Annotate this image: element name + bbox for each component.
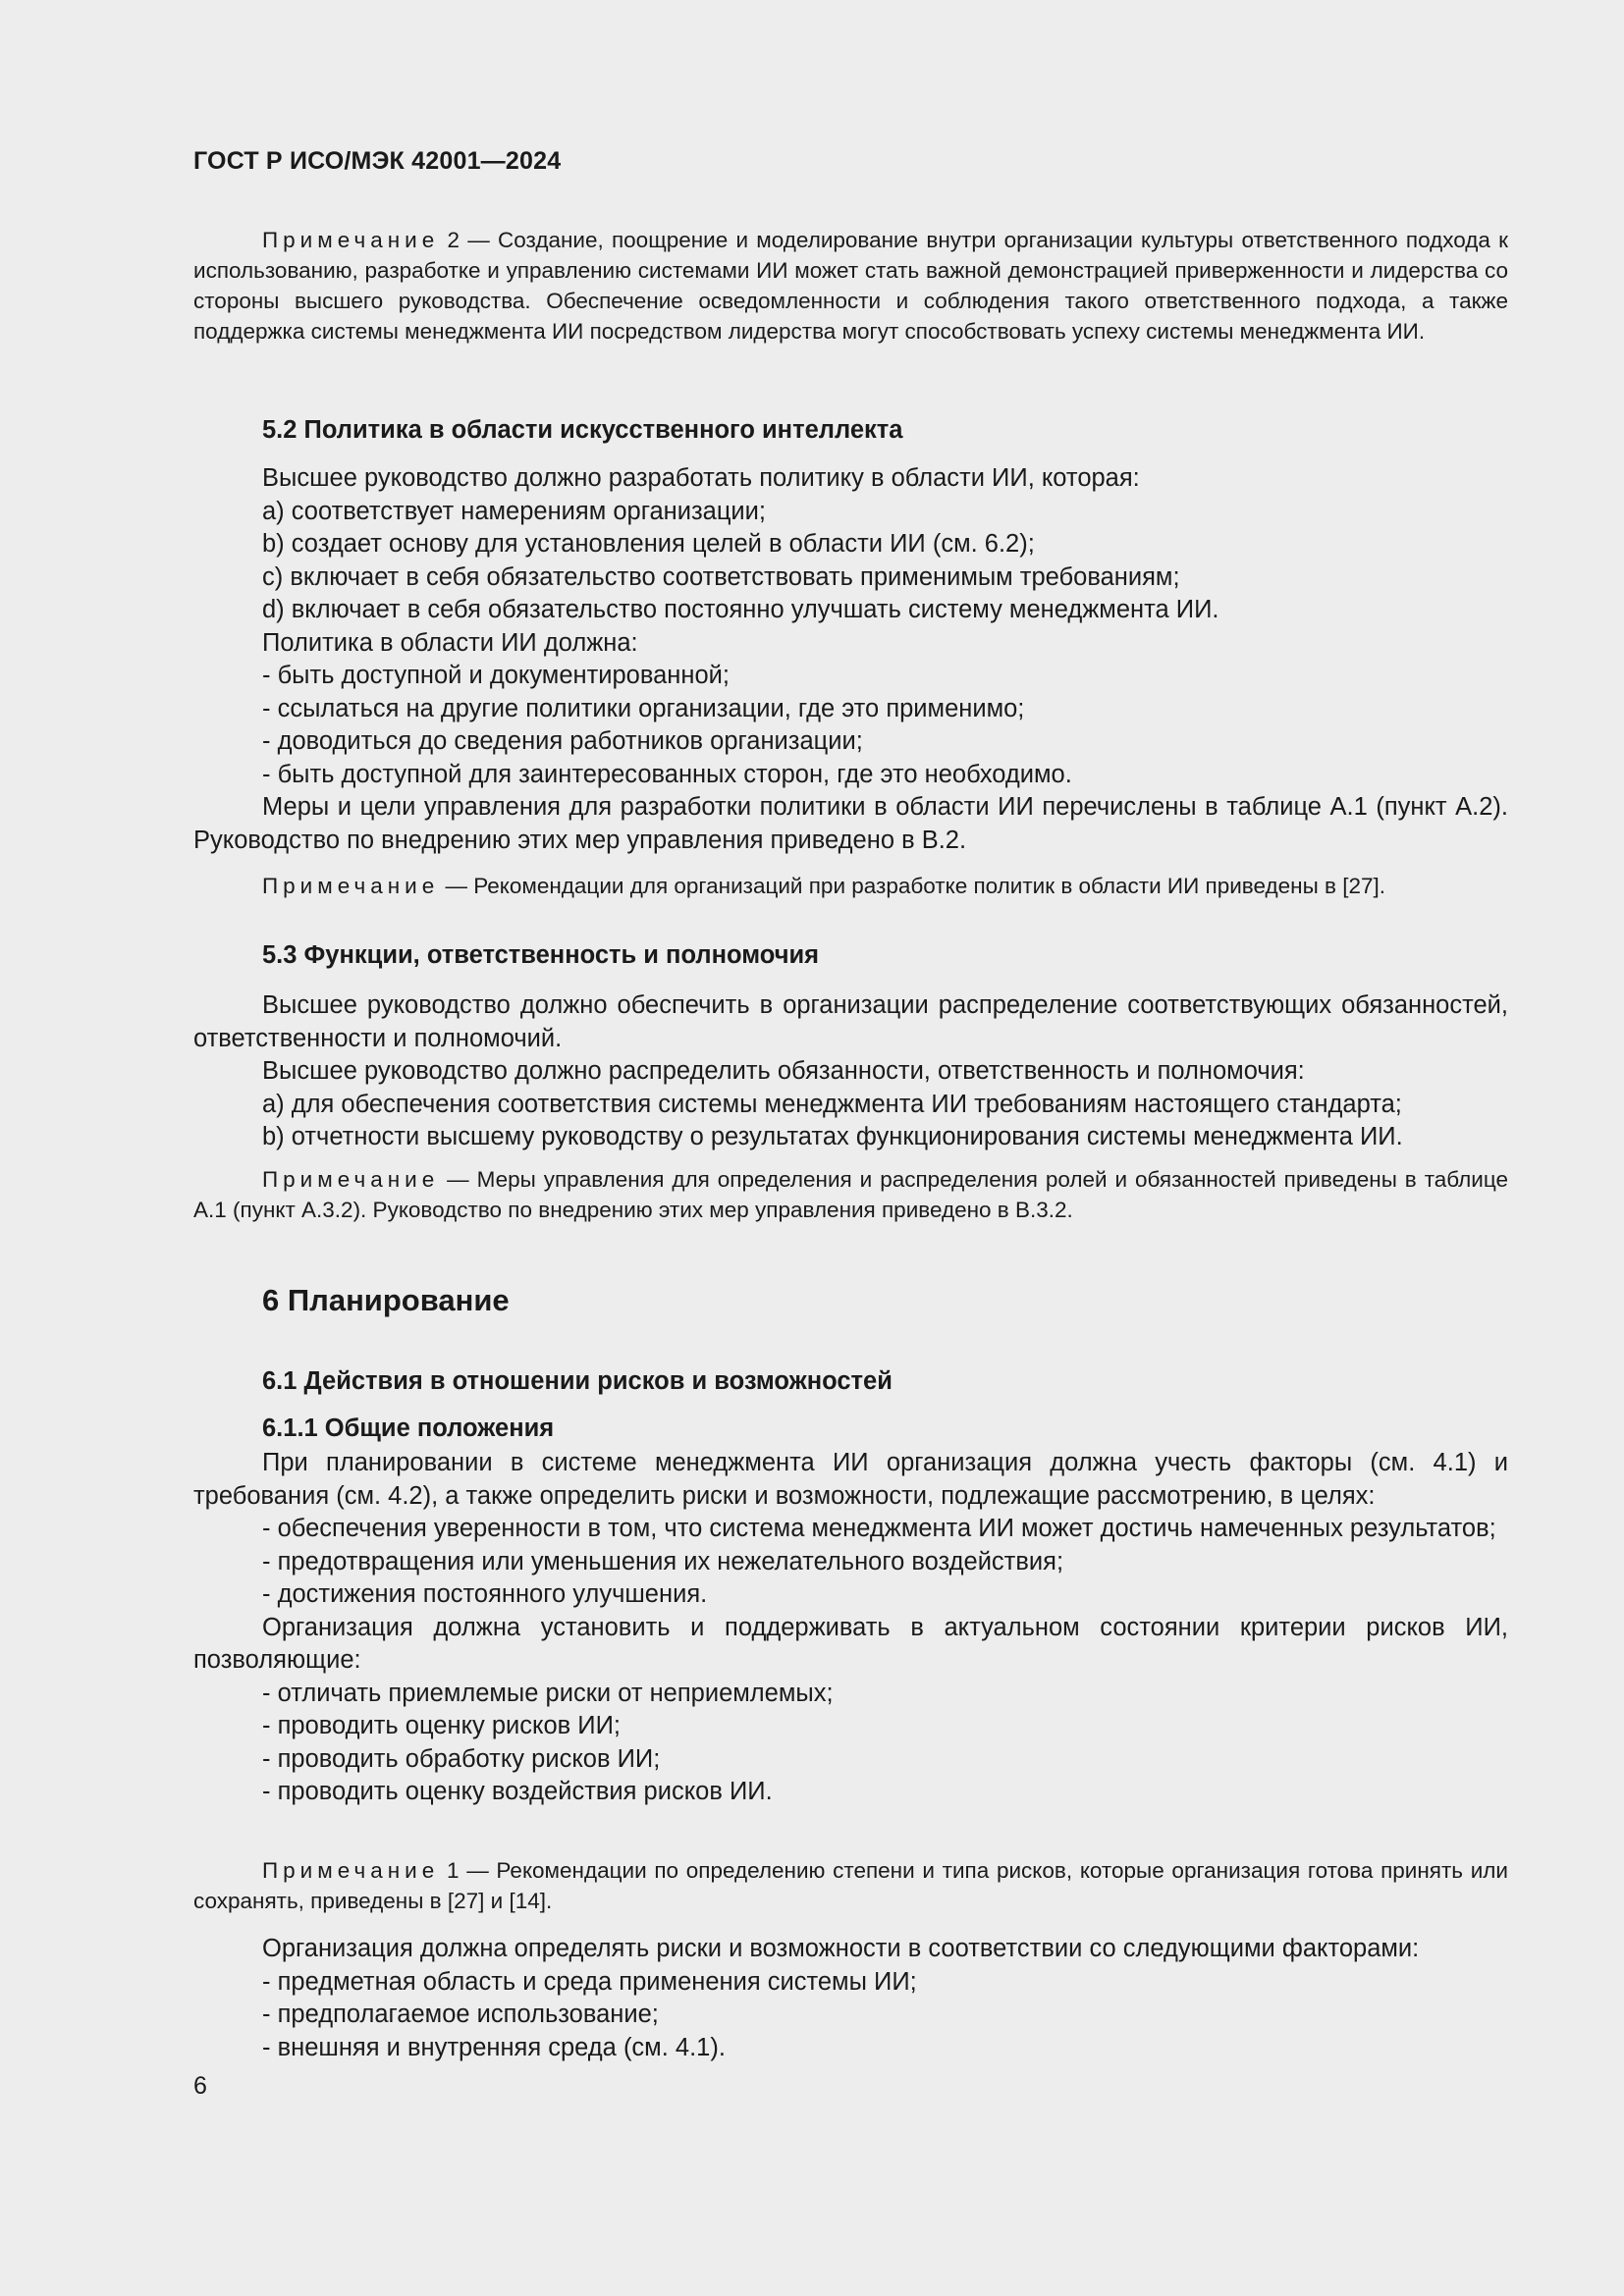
section-5-3-paragraph: Высшее руководство должно обеспечить в организации распределение соответствующих обязанностей, ответственности и полномочий.: [193, 991, 1508, 1052]
section-5-2-note: [193, 871, 1508, 901]
note-label: Примечание: [262, 1167, 440, 1192]
list-item: - быть доступной и документированной;: [262, 662, 730, 689]
section-5-3-body: [193, 989, 1508, 1154]
note-text: — Меры управления для определения и распределения ролей и обязанностей приведены в таблице А.1 (пункт А.3.2). Руководство по внедрению этих мер управления приведено в В.3.2.: [193, 1167, 1508, 1222]
list-item: b) отчетности высшему руководству о результатах функционирования системы менеджмента ИИ.: [262, 1123, 1403, 1150]
list-item: - предметная область и среда применения системы ИИ;: [262, 1967, 917, 1996]
list-item: - достижения постоянного улучшения.: [262, 1580, 708, 1608]
section-5-2-heading: 5.2 Политика в области искусственного интеллекта: [262, 416, 903, 444]
list-item: Политика в области ИИ должна:: [262, 628, 638, 657]
section-6-1-1-body: [193, 1447, 1508, 1809]
list-item: - доводиться до сведения работников организации;: [262, 727, 863, 755]
note-label: Примечание: [262, 228, 440, 252]
note-label: Примечание: [262, 874, 440, 898]
section-5-2-list: [193, 462, 1508, 857]
paragraph: При планировании в системе менеджмента ИИ организация должна учесть факторы (см. 4.1) и требования (см. 4.2), а также определить риски и возможности, подлежащие рассмотрению, в целях:: [193, 1449, 1508, 1510]
list-item: Высшее руководство должно распределить обязанности, ответственность и полномочия:: [262, 1057, 1305, 1085]
section-6-1-heading: 6.1 Действия в отношении рисков и возможностей: [262, 1367, 893, 1395]
list-item: - предотвращения или уменьшения их нежелательного воздействия;: [262, 1547, 1064, 1575]
section-6-note: [193, 1855, 1508, 1916]
section-5-3-note: [193, 1164, 1508, 1225]
section-6-factors: [193, 1933, 1508, 2064]
note-label: Примечание: [262, 1858, 440, 1883]
note-text: 2 — Создание, поощрение и моделирование внутри организации культуры ответственного подхода к использованию, разработке и управлению системами ИИ может стать важной демонстрацией приверженности и лидерства со стороны высшего руководства. Обеспечение осведомленности и соблюдения такого ответственного подхода, а также поддержка системы менеджмента ИИ посредством лидерства могут способствовать успеху системы менеджмента ИИ.: [193, 228, 1508, 344]
list-item: - проводить оценку воздействия рисков ИИ.: [262, 1778, 773, 1805]
list-item: - внешняя и внутренняя среда (см. 4.1).: [262, 2033, 726, 2061]
paragraph: Организация должна установить и поддерживать в актуальном состоянии критерии рисков ИИ, позволяющие:: [193, 1613, 1508, 1674]
list-item: - отличать приемлемые риски от неприемлемых;: [262, 1679, 834, 1707]
section-6-heading: 6 Планирование: [262, 1283, 510, 1317]
document-header: ГОСТ Р ИСО/МЭК 42001—2024: [193, 147, 562, 175]
list-item: c) включает в себя обязательство соответствовать применимым требованиям;: [262, 562, 1180, 591]
section-5-3-heading: 5.3 Функции, ответственность и полномочия: [262, 941, 820, 969]
note-text: 1 — Рекомендации по определению степени и типа рисков, которые организация готова принять или сохранять, приведены в [27] и [14].: [193, 1858, 1508, 1913]
list-item: - проводить оценку рисков ИИ;: [262, 1712, 622, 1739]
note-top: [193, 225, 1508, 347]
list-item: - ссылаться на другие политики организации, где это применимо;: [262, 694, 1025, 722]
list-item: b) создает основу для установления целей в области ИИ (см. 6.2);: [262, 530, 1035, 558]
list-item: - обеспечения уверенности в том, что система менеджмента ИИ может достичь намеченных результатов;: [262, 1515, 1496, 1542]
list-item: a) соответствует намерениям организации;: [262, 497, 767, 525]
list-item: a) для обеспечения соответствия системы менеджмента ИИ требованиям настоящего стандарта;: [262, 1090, 1402, 1118]
list-item: Высшее руководство должно разработать политику в области ИИ, которая:: [262, 464, 1140, 492]
list-item: - предполагаемое использование;: [262, 2001, 659, 2028]
list-item: - быть доступной для заинтересованных сторон, где это необходимо.: [262, 760, 1072, 788]
section-5-2-paragraph: Меры и цели управления для разработки политики в области ИИ перечислены в таблице А.1 (пункт А.2). Руководство по внедрению этих мер управления приведено в В.2.: [193, 793, 1508, 854]
list-item: - проводить обработку рисков ИИ;: [262, 1744, 661, 1773]
list-item: d) включает в себя обязательство постоянно улучшать систему менеджмента ИИ.: [262, 596, 1219, 623]
paragraph: Организация должна определять риски и возможности в соответствии со следующими факторами:: [262, 1935, 1420, 1962]
note-text: — Рекомендации для организаций при разработке политик в области ИИ приведены в [27].: [439, 874, 1385, 898]
section-6-1-1-heading: 6.1.1 Общие положения: [262, 1415, 555, 1442]
page-number: 6: [193, 2072, 207, 2100]
